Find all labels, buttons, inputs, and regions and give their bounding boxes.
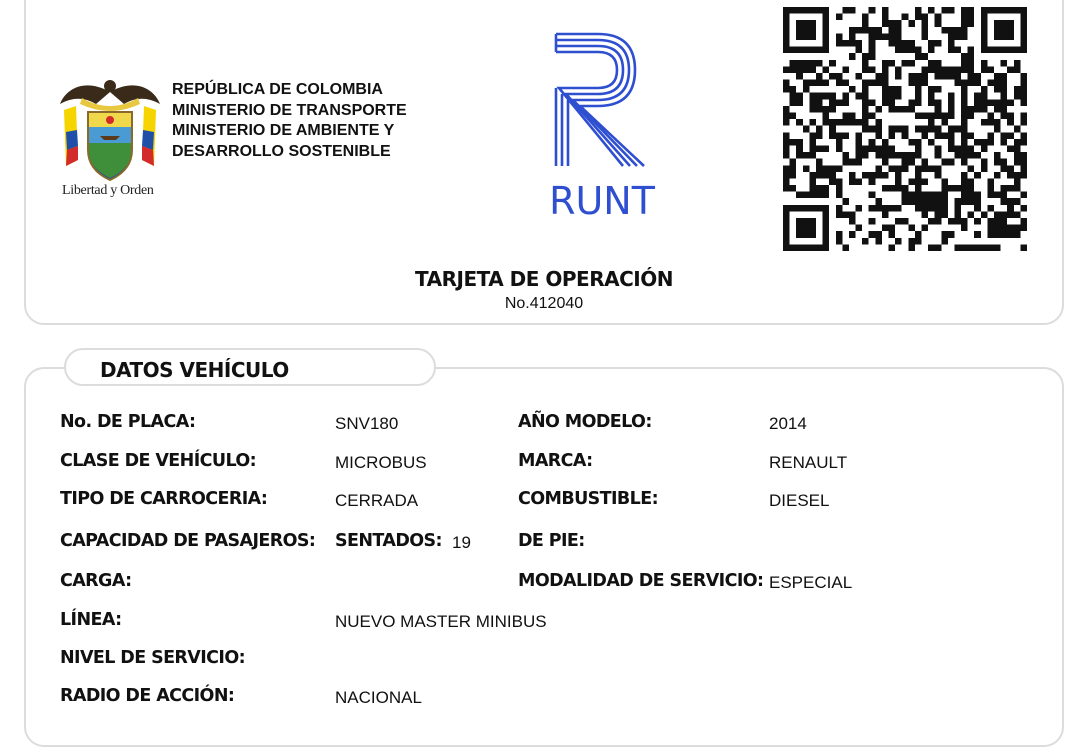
combustible-label: COMBUSTIBLE: — [518, 489, 658, 509]
modalidad-value: ESPECIAL — [769, 573, 853, 592]
gov-line: REPÚBLICA DE COLOMBIA — [172, 81, 383, 98]
placa-label: No. DE PLACA: — [60, 412, 196, 432]
linea-value: NUEVO MASTER MINIBUS — [335, 612, 547, 631]
gov-line: MINISTERIO DE TRANSPORTE — [172, 101, 407, 119]
sentados-label: SENTADOS: — [335, 531, 442, 551]
government-heading — [172, 80, 407, 162]
marca-value: RENAULT — [769, 453, 848, 472]
clase-value: MICROBUS — [335, 453, 427, 472]
nivel-label: NIVEL DE SERVICIO: — [60, 648, 245, 668]
radio-label: RADIO DE ACCIÓN: — [60, 686, 235, 706]
document-number: No.412040 — [504, 295, 584, 312]
qr-code — [783, 7, 1027, 251]
carga-label: CARGA: — [60, 571, 132, 591]
motto-text: Libertad y Orden — [62, 183, 154, 198]
capacidad-label: CAPACIDAD DE PASAJEROS: — [60, 531, 316, 551]
marca-label: MARCA: — [518, 451, 593, 471]
coat-of-arms-emblem — [56, 70, 164, 188]
placa-value: SNV180 — [335, 414, 399, 433]
radio-value: NACIONAL — [335, 688, 422, 707]
sentados-value: 19 — [452, 533, 471, 552]
carroceria-label: TIPO DE CARROCERIA: — [60, 489, 268, 509]
gov-line: DESARROLLO SOSTENIBLE — [172, 142, 391, 160]
combustible-value: DIESEL — [769, 491, 830, 510]
modalidad-label: MODALIDAD DE SERVICIO: — [518, 571, 764, 591]
document-title: TARJETA DE OPERACIÓN — [415, 267, 673, 291]
section-title: DATOS VEHÍCULO — [100, 358, 289, 382]
depie-label: DE PIE: — [518, 531, 585, 551]
runt-logo — [540, 28, 665, 223]
runt-logo-text: RUNT — [549, 179, 655, 223]
linea-label: LÍNEA: — [60, 610, 122, 630]
carroceria-value: CERRADA — [335, 491, 419, 510]
gov-line: MINISTERIO DE AMBIENTE Y — [172, 122, 395, 139]
anio-value: 2014 — [769, 414, 807, 433]
clase-label: CLASE DE VEHÍCULO: — [60, 451, 257, 471]
anio-label: AÑO MODELO: — [518, 412, 652, 432]
